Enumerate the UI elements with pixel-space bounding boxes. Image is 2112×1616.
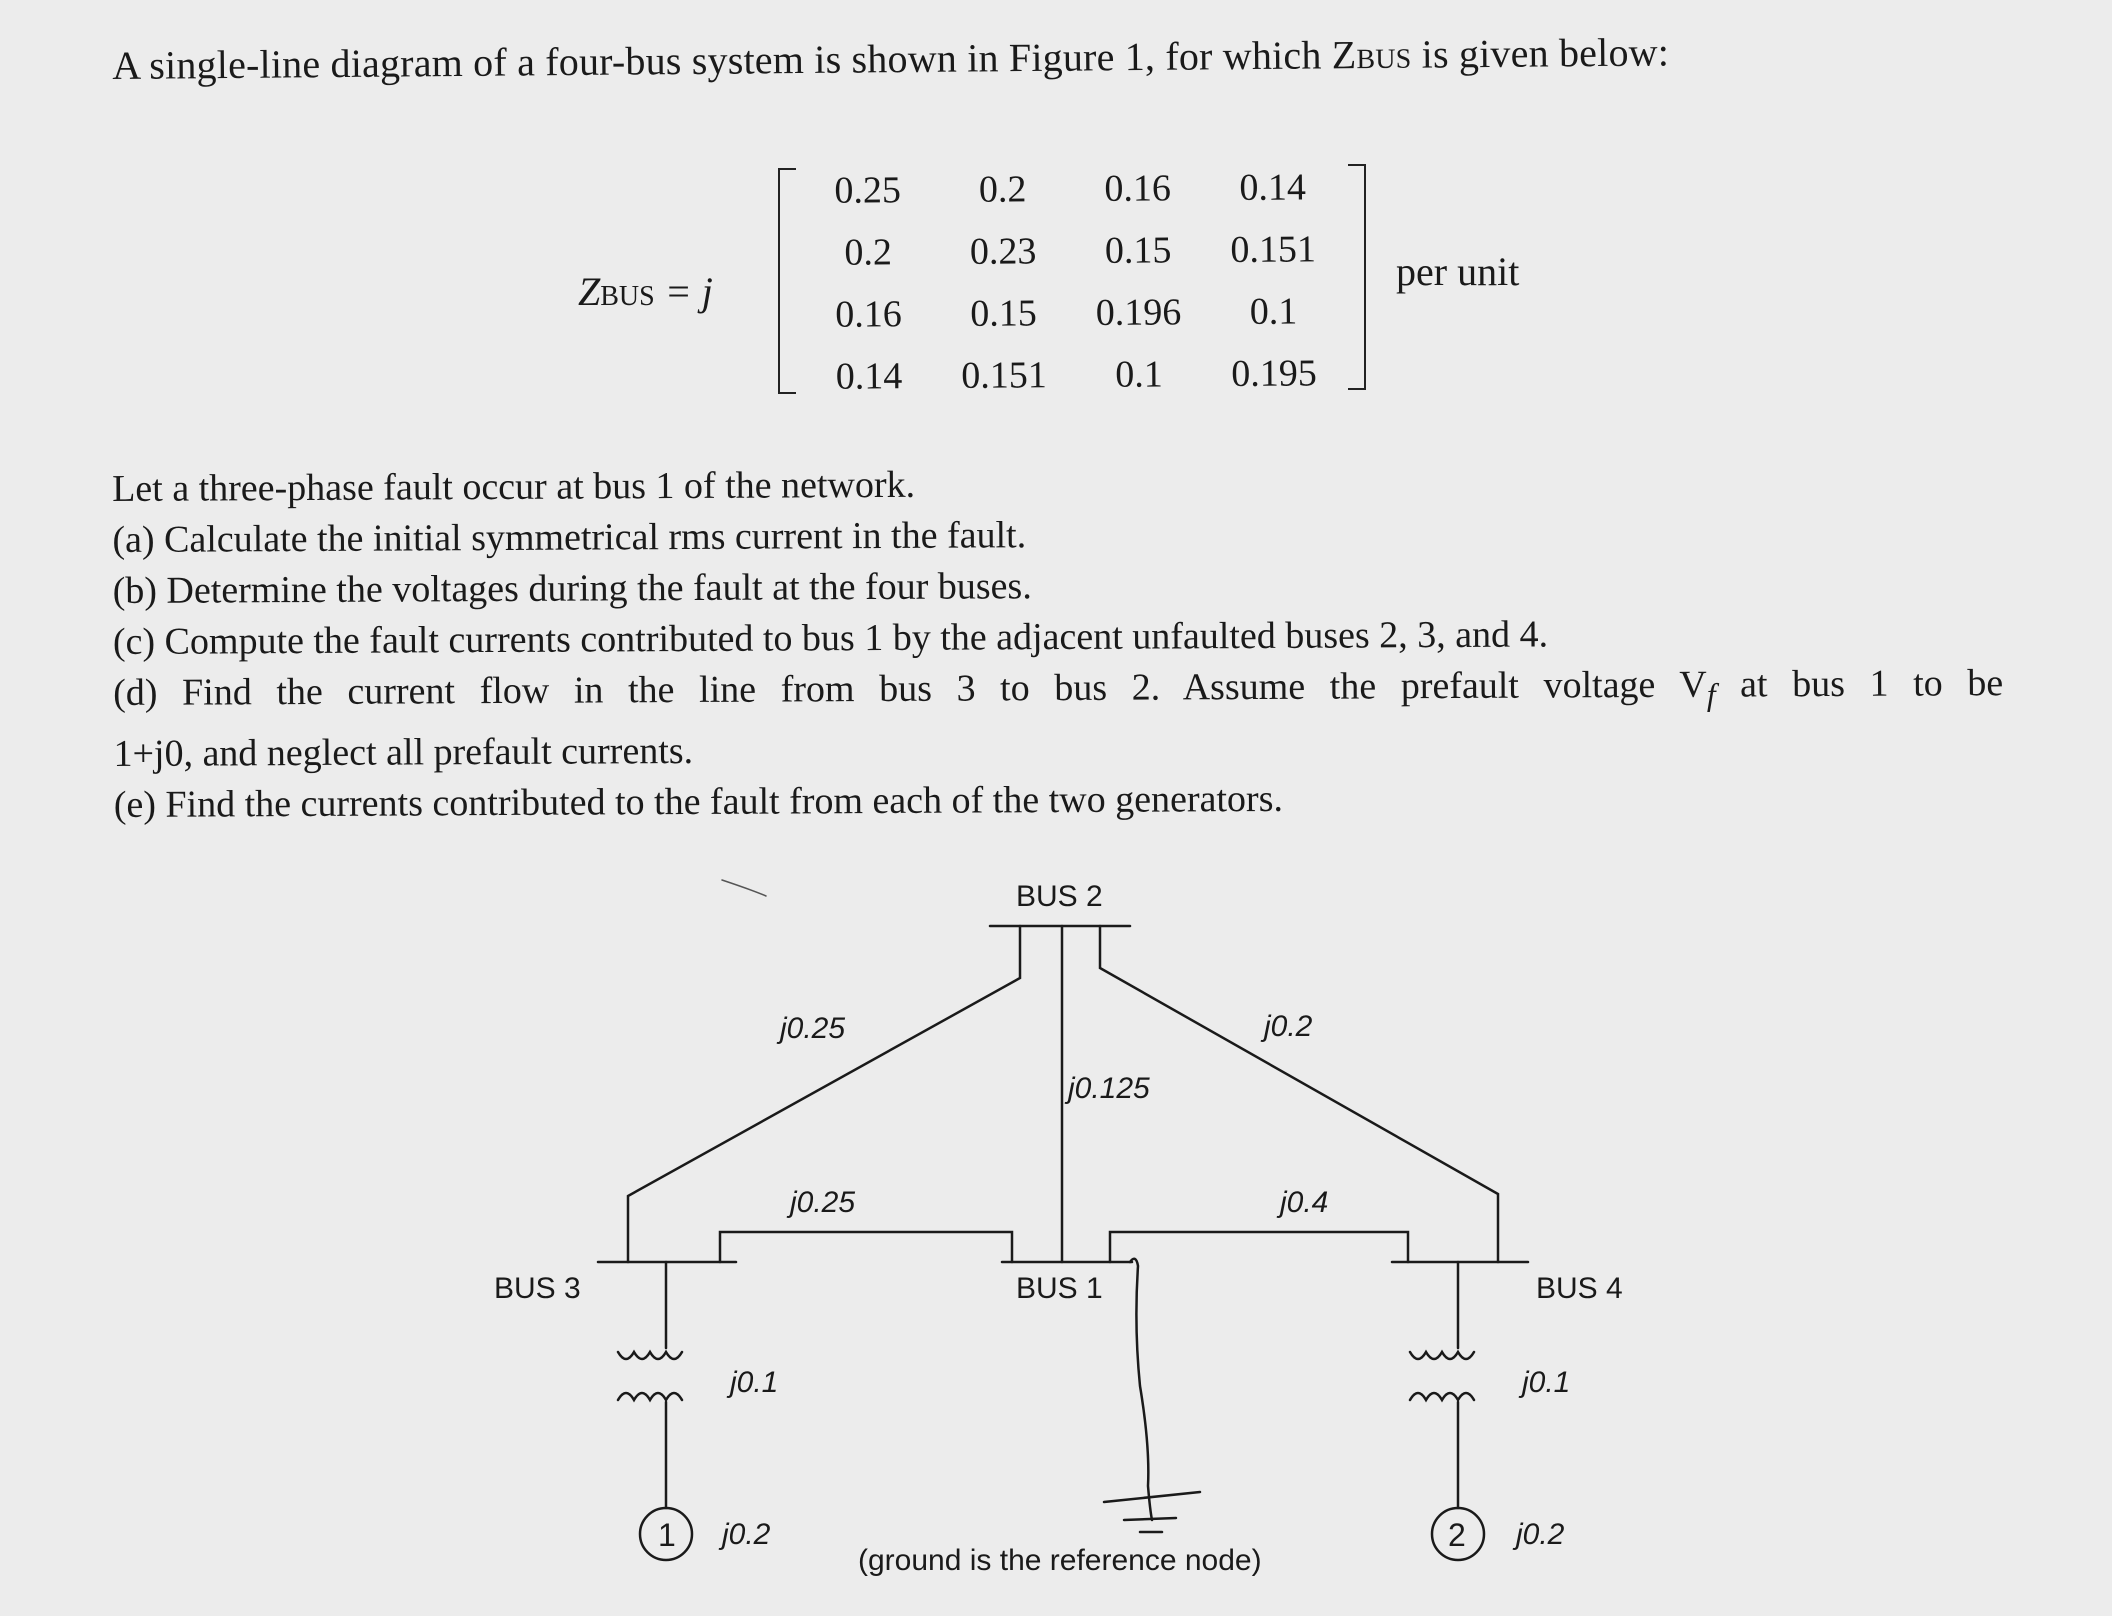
impedance-bus1-bus4: j0.4 (1280, 1186, 1329, 1219)
line-bus3-bus1 (720, 1232, 1012, 1262)
matrix-cell: 0.151 (961, 354, 1047, 397)
intro-prefix: A single-line diagram of a four-bus system is shown in Figure 1, for which Z (112, 32, 1357, 88)
matrix-cell: 0.14 (835, 355, 903, 398)
transformer1-primary-icon (618, 1352, 682, 1359)
question-d-line2: 1+j0, and neglect all prefault currents. (113, 729, 694, 775)
question-b: (b) Determine the voltages during the fault at the four buses. (112, 565, 1032, 612)
matrix-cell: 0.15 (1104, 229, 1172, 272)
intro-suffix: is given below: (1411, 29, 1670, 77)
question-c: (c) Compute the fault currents contributed to bus 1 by the adjacent unfaulted buses 2, 3, and 4. (112, 613, 1549, 663)
ground-reference-note: (ground is the reference node) (858, 1544, 1262, 1577)
transformer1-secondary-icon (618, 1393, 682, 1400)
matrix-cell: 0.195 (1231, 352, 1317, 395)
matrix-cell: 0.16 (1104, 167, 1172, 210)
impedance-bus3-bus1: j0.25 (790, 1186, 856, 1219)
matrix-cell: 0.196 (1095, 291, 1182, 334)
generator1-reactance: j0.2 (722, 1518, 771, 1551)
matrix-cell: 0.15 (970, 292, 1037, 335)
impedance-bus4-bus2: j0.2 (1264, 1010, 1313, 1043)
question-a: (a) Calculate the initial symmetrical rms current in the fault. (112, 514, 1027, 561)
bus4-label: BUS 4 (1536, 1272, 1623, 1305)
bus2-label: BUS 2 (1016, 880, 1103, 913)
matrix-cell: 0.14 (1239, 166, 1307, 209)
matrix-cell: 0.16 (835, 293, 902, 336)
generator1-number: 1 (658, 1517, 676, 1553)
per-unit-label: per unit (1396, 249, 1520, 294)
matrix-cell: 0.25 (834, 169, 902, 212)
intro-subscript: BUS (1356, 43, 1412, 76)
question-d-tail: at bus 1 to be (1715, 662, 2004, 706)
zbus-equals-j: = j (654, 269, 713, 314)
transformer2-reactance: j0.1 (1522, 1366, 1571, 1399)
question-d-text: (d) Find the current flow in the line from bus 3 to bus 2. Assume the prefault voltage V (113, 663, 1707, 714)
transformer2-secondary-icon (1410, 1393, 1474, 1400)
generator2-number: 2 (1448, 1517, 1466, 1553)
matrix-cell: 0.151 (1230, 228, 1317, 271)
fault-line (1130, 1259, 1152, 1520)
bus1-label: BUS 1 (1016, 1272, 1103, 1305)
transformer1-reactance: j0.1 (730, 1366, 779, 1399)
matrix-cell: 0.2 (844, 231, 893, 274)
ground-symbol-icon (1104, 1492, 1200, 1502)
question-e: (e) Find the currents contributed to the fault from each of the two generators. (113, 777, 1284, 826)
matrix-cell: 0.23 (969, 230, 1037, 273)
impedance-bus1-bus2: j0.125 (1068, 1072, 1150, 1105)
question-intro: Let a three-phase fault occur at bus 1 of the network. (112, 463, 916, 510)
question-d-subscript: f (1706, 677, 1716, 713)
bus3-label: BUS 3 (494, 1272, 581, 1305)
stray-pen-mark (722, 880, 766, 896)
zbus-z: Z (578, 269, 601, 314)
matrix-cell: 0.1 (1115, 353, 1163, 396)
impedance-bus3-bus2: j0.25 (780, 1012, 846, 1045)
matrix-cell: 0.2 (978, 168, 1027, 211)
transformer2-primary-icon (1410, 1352, 1474, 1359)
generator2-reactance: j0.2 (1516, 1518, 1565, 1551)
ground-symbol-line2 (1124, 1518, 1176, 1520)
line-bus1-bus4 (1110, 1232, 1408, 1262)
matrix-cell: 0.1 (1249, 290, 1298, 333)
zbus-subscript: BUS (600, 281, 655, 312)
